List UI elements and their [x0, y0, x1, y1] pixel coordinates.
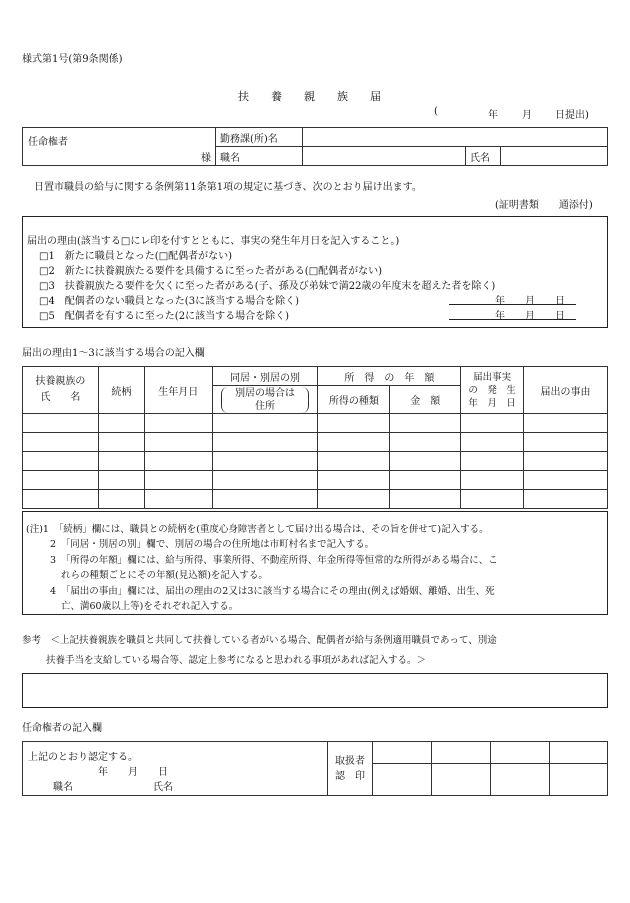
seal-cell[interactable] [373, 764, 432, 796]
reason-date-4[interactable]: 年 月 日 [495, 296, 565, 307]
note-3b: れらの種類ごとにその年額(見込額)を記入する。 [61, 570, 268, 581]
seal-cell[interactable] [550, 742, 608, 764]
note-2: 2 「同居・別居の別」欄で、別居の場合の住所地は市町村名まで記入する。 [50, 539, 375, 550]
seal-cell[interactable] [432, 742, 491, 764]
reason-item-2[interactable]: □2 新たに扶養親族たる要件を具備するに至った者がある(□配偶者がない) [39, 266, 383, 277]
certifier-name[interactable]: 氏名 [153, 782, 173, 793]
note-4b: 亡、満60歳以上等)をそれぞれ記入する。 [61, 601, 239, 612]
seal-cell[interactable] [550, 764, 608, 796]
handler-label: 取扱者 [335, 755, 365, 767]
certifier-position[interactable]: 職名 [53, 782, 73, 793]
col-cohab-header: 同居・別居の別 [212, 367, 318, 386]
seal-label: 認 印 [335, 770, 365, 782]
reason-item-3[interactable]: □3 扶養親族たる要件を欠くに至った者がある(子、孫及び弟妹で満22歳の年度末を超えた者を除く) [39, 281, 496, 292]
department-field[interactable] [303, 128, 608, 147]
col-income-type-header: 所得の種類 [318, 386, 390, 414]
form-title: 扶 養 親 族 届 [238, 90, 381, 103]
col-income-header: 所 得 の 年 額 [318, 367, 461, 386]
seal-cell[interactable] [432, 764, 491, 796]
appointer-box [22, 127, 608, 166]
certified-date[interactable]: 年 月 日 [98, 767, 168, 778]
sama-label: 様 [201, 153, 211, 164]
certified-text: 上記のとおり認定する。 [28, 752, 138, 763]
department-label: 勤務課(所)名 [216, 128, 303, 147]
form-number: 様式第1号(第9条関係) [22, 54, 123, 65]
table-row[interactable] [23, 414, 608, 433]
col-name-header: 扶養親族の 氏 名 [23, 367, 99, 414]
reason-item-5[interactable]: □5 配偶者を有するに至った(2に該当する場合を除く) [39, 311, 289, 322]
reason-item-1[interactable]: □1 新たに職員となった(□配偶者がない) [39, 251, 233, 262]
seal-cell[interactable] [491, 742, 550, 764]
position-field[interactable] [303, 147, 466, 166]
appointer-label: 任命権者 [28, 137, 68, 148]
col-relation-header: 続柄 [98, 367, 144, 414]
col-birth-header: 生年月日 [144, 367, 212, 414]
reference-line-2: 扶養手当を支給している場合等、認定上参考になると思われる事項があれば記入する。＞ [46, 655, 427, 666]
appointer-section-box [22, 741, 608, 796]
date-open: ( [434, 106, 438, 117]
reason-date-5-underline [449, 319, 576, 320]
date-submitted[interactable]: 日提出) [555, 110, 589, 121]
reason-heading: 届出の理由(該当する□にレ印を付すとともに、事実の発生年月日を記入すること。) [27, 236, 400, 247]
col-date-header: 届出事実 の 発 生 年 月 日 [461, 367, 524, 414]
name-label: 氏名 [466, 147, 501, 166]
table-row[interactable] [23, 452, 608, 471]
reason-date-4-underline [449, 304, 576, 305]
name-field[interactable] [501, 147, 608, 166]
dependents-table [22, 366, 608, 509]
seal-cell[interactable] [491, 764, 550, 796]
reference-line-1: 参考 ＜上記扶養親族を職員と共同して扶養している者がいる場合、配偶者が給与条例適用職員であって、別途 [22, 635, 497, 646]
appointer-section-label: 任命権者の記入欄 [22, 723, 102, 734]
intro-statement: 日置市職員の給与に関する条例第11条第1項の規定に基づき、次のとおり届け出ます。 [34, 182, 422, 193]
date-month[interactable]: 月 [522, 110, 532, 121]
col-income-amount-header: 金 額 [390, 386, 461, 414]
date-year[interactable]: 年 [488, 110, 498, 121]
attachment-note: (証明書類 通添付) [495, 200, 593, 211]
note-3a: 3 「所得の年額」欄には、給与所得、事業所得、不動産所得、年金所得等恒常的な所得がある場合に、こ [50, 555, 498, 566]
table-row[interactable] [23, 490, 608, 509]
table-row[interactable] [23, 471, 608, 490]
dependents-section-label: 届出の理由1〜3に該当する場合の記入欄 [22, 348, 205, 359]
reference-input[interactable] [22, 673, 608, 708]
note-4a: 4 「届出の事由」欄には、届出の理由の2又は3に該当する場合にその理由(例えば婚姻、離婚、出生、死 [50, 586, 495, 597]
reason-item-4[interactable]: □4 配偶者のない職員となった(3に該当する場合を除く) [39, 296, 299, 307]
note-1: (注)1 「続柄」欄には、職員との続柄を(重度心身障害者として届け出る場合は、その旨を併せて)記入する。 [26, 524, 489, 535]
table-row[interactable] [23, 433, 608, 452]
col-cohab-sub-header: 別居の場合は 住所 [221, 387, 310, 413]
position-label: 職名 [216, 147, 303, 166]
col-reason-header: 届出の事由 [524, 367, 608, 414]
seal-cell[interactable] [373, 742, 432, 764]
reason-date-5[interactable]: 年 月 日 [495, 311, 565, 322]
